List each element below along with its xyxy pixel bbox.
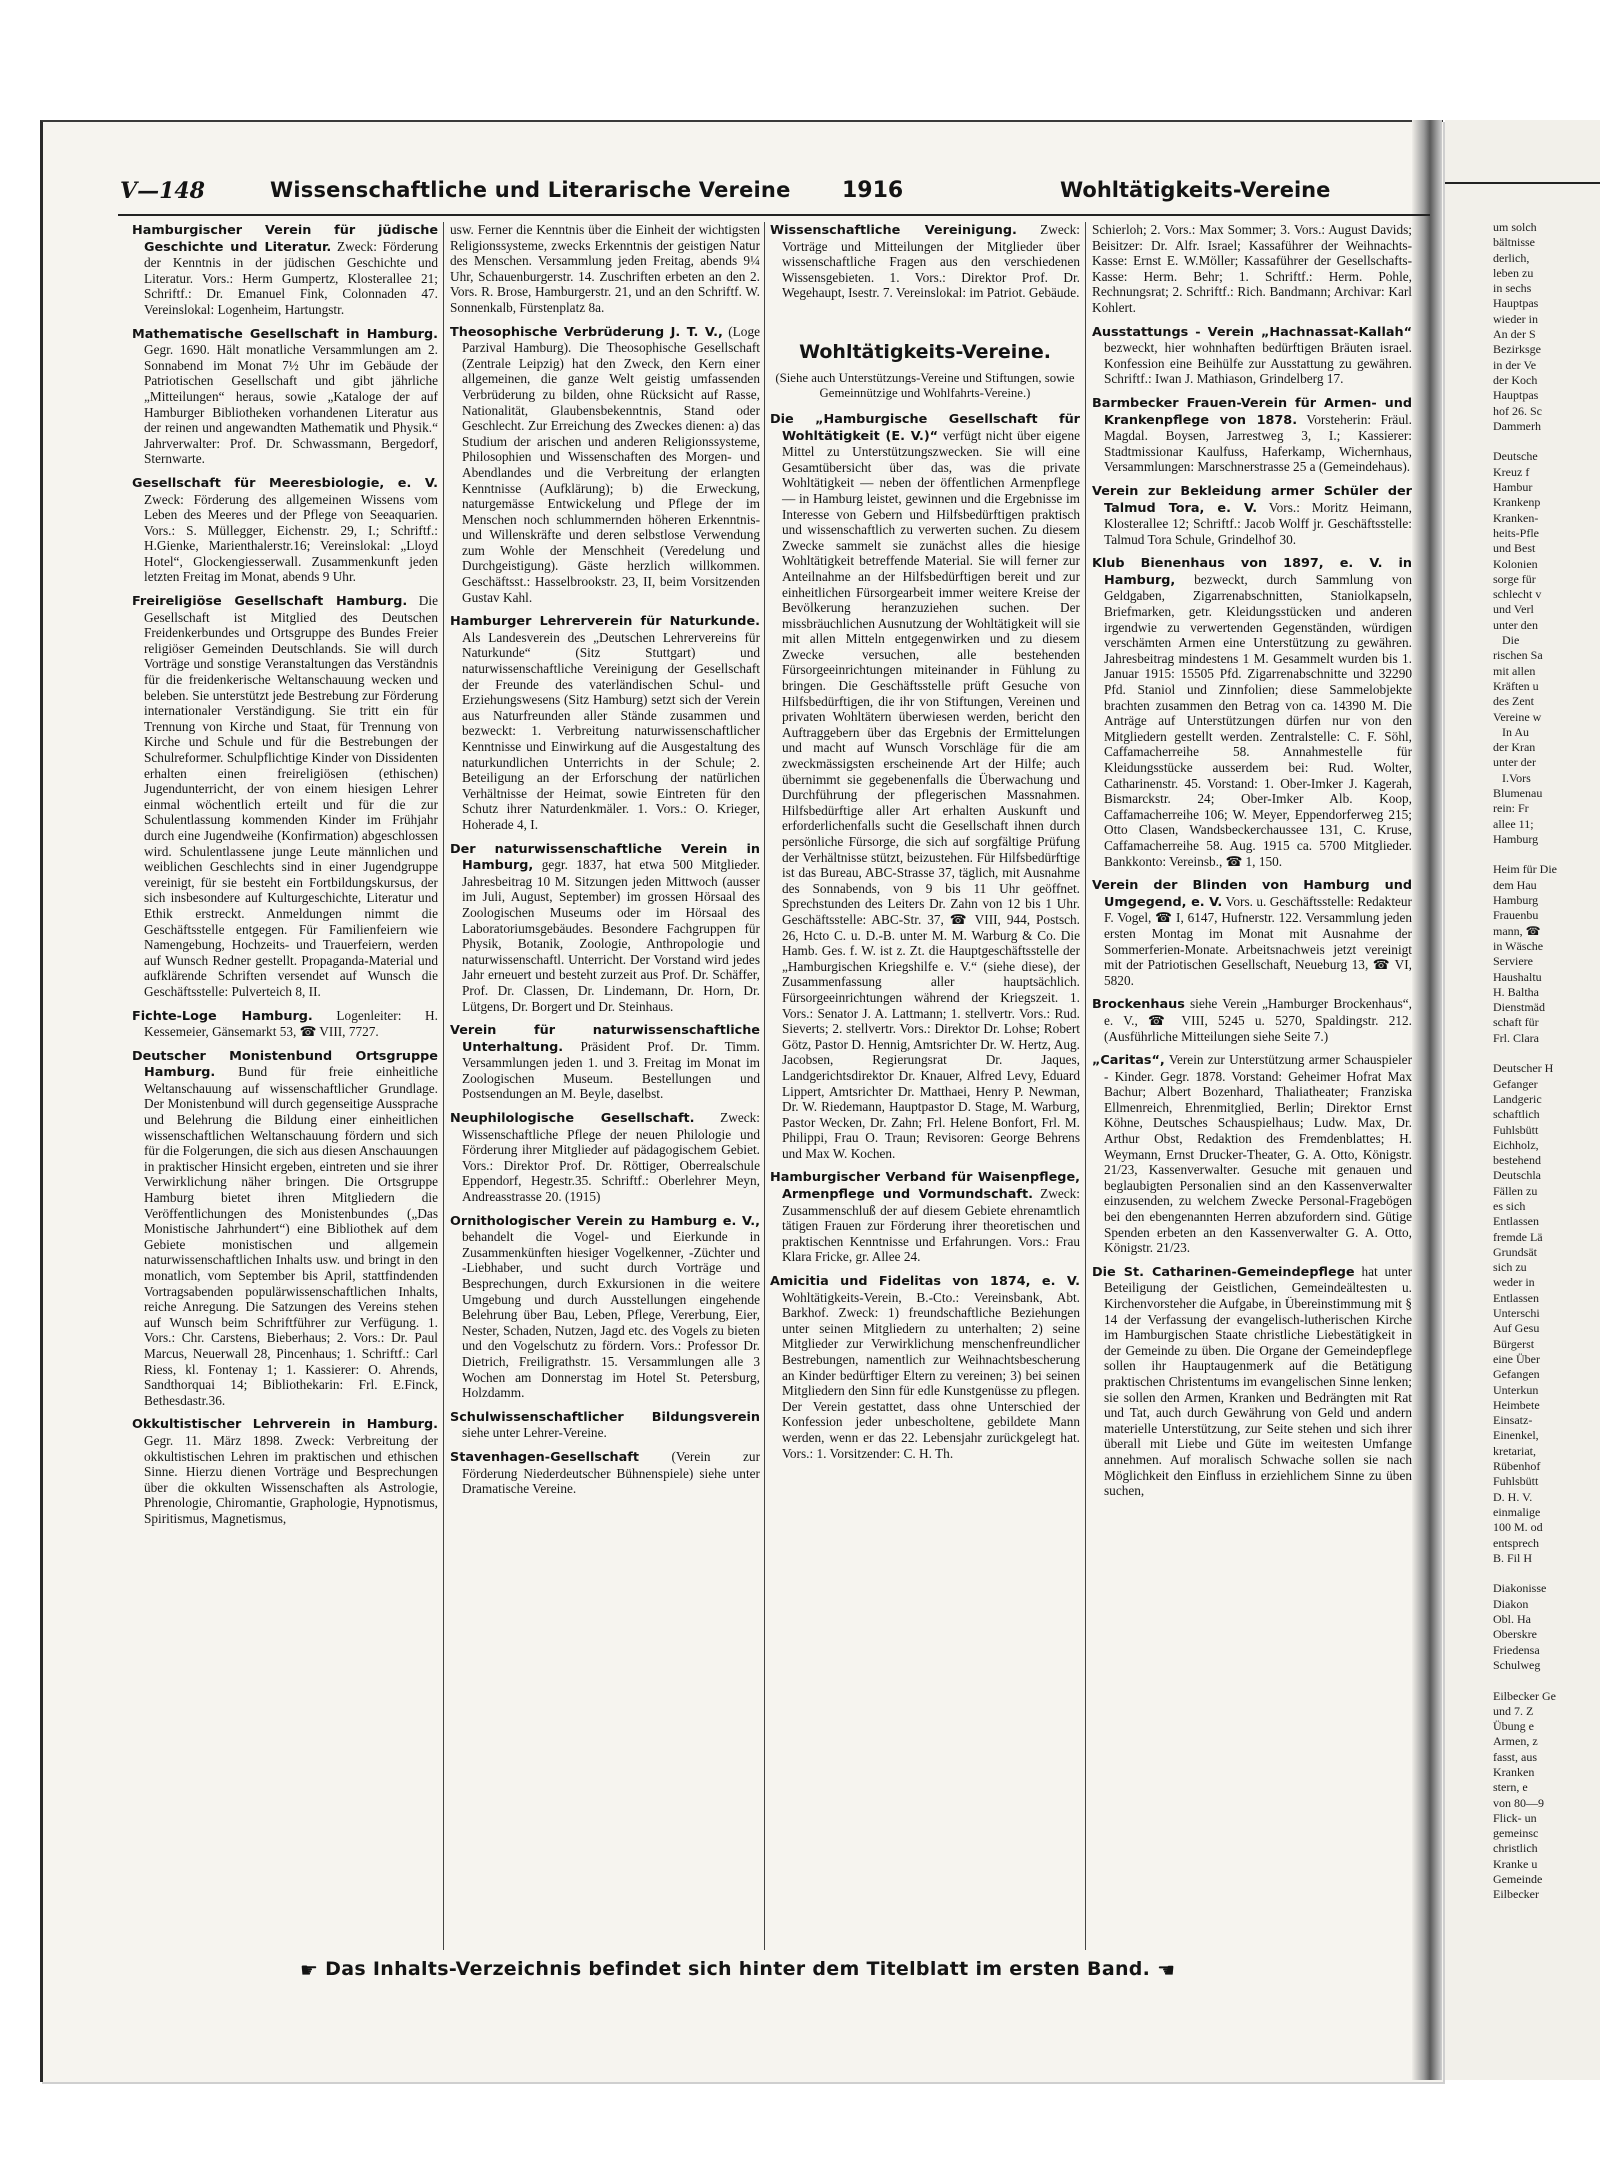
entry-body: siehe unter Lehrer-Vereine. <box>462 1425 607 1441</box>
entry-body: Als Landesverein des „Deutschen Lehrervereins für Naturkunde“ (Sitz Stuttgart) und naturwissenschaftliche Vereinigung der Gesellschaft der Freunde des vaterländischen Schul- und Erziehungswesens (Sitz Hamburg) setzt sich der Verein aus Naturfreunden aller Stände zusammen und bezweckt: 1. Verbreitung naturwissenschaftlicher Kenntnisse und Einwirkung auf die Ausgestaltung des naturkundlichen Unterrichts in der Schule; 2. Beteiligung an der Erforschung der natürlichen Verhältnisse der Heimat, sowie Eintreten für den Schutz ihrer Naturdenkmäler. 1. Vors.: O. Krieger, Hoherade 4, I. <box>462 629 760 832</box>
directory-entry <box>1092 1052 1412 1256</box>
directory-entry <box>770 411 1080 1162</box>
entry-body: gegr. 1837, hat etwa 500 Mitglieder. Jahresbeitrag 10 M. Sitzungen jeden Mittwoch (ausser im Juli, August, September) im grossen Hörsaal des Zoologischen Museums oder im Hörsaal des Laboratoriumsgebäudes. Besondere Fachgruppen für Physik, Botanik, Zoologie, Anthropologie und naturwissenschaftl. Unterricht. Der Vorstand wird jedes Jahr erneuert und besteht zurzeit aus Prof. Dr. Schäffer, Prof. Dr. Classen, Dr. Lindemann, Dr. Horn, Dr. Lütgens, Dr. Borgert und Dr. Steinhaus. <box>462 857 760 1014</box>
entry-title: Schulwissenschaftlicher Bildungsverein <box>450 1409 760 1425</box>
directory-entry <box>132 1008 438 1040</box>
entry-body: Präsident Prof. Dr. Timm. Versammlungen jeden 1. und 3. Freitag im Monat im Zoologischen Museum. Bestellungen und Postsendungen an M. Beyle, daselbst. <box>462 1038 760 1102</box>
text-column-1 <box>132 222 438 1950</box>
entry-title: Mathematische Gesellschaft in Hamburg. <box>132 326 438 342</box>
section-title: Wohltätigkeits-Vereine. <box>799 340 1051 363</box>
directory-entry <box>1092 324 1412 387</box>
entry-body: behandelt die Vogel- und Eierkunde in Zusammenkünften hiesiger Vogelkenner, -Züchter und -Liebhaber, und sucht durch Vorträge und Besprechungen, durch Exkursionen in die weitere Umgebung und durch Ausstellungen eingehende Belehrung über Bau, Leben, Pflege, Vererbung, Eier, Nester, Schaden, Nutzen, Jagd etc. des Vogels zu bieten und den Vogelschutz zu fördern. Vors.: Professor Dr. Dietrich, Freiligrathstr. 15. Versammlungen alle 3 Wochen am Donnerstag im Hotel St. Petersburg, Holzdamm. <box>462 1229 760 1401</box>
entry-title: Die „Hamburgische Gesellschaft für Wohltätigkeit (E. V.)“ <box>770 411 1080 444</box>
entry-title: Verein zur Bekleidung armer Schüler der Talmud Tora, e. V. <box>1092 483 1412 516</box>
entry-title: Freireligiöse Gesellschaft Hamburg. <box>132 594 408 610</box>
entry-title: Theosophische Verbrüderung J. T. V., <box>450 324 723 340</box>
entry-body: Zweck: Wissenschaftliche Pflege der neuen Philologie und Förderung ihrer Mitglieder auf pädagogischem Gebiet. Vors.: Direktor Prof. Dr. Röttiger, Oberrealschule Eppendorf, Hegestr.35. Schriftf.: Oberlehrer Meyn, Andreasstrasse 20. (1915) <box>462 1110 760 1205</box>
entry-body: Vors.: Moritz Heimann, Klosterallee 12; Schriftf.: Jacob Wolff jr. Geschäftsstelle: Talmud Tora Schule, Grindelhof 30. <box>1104 499 1412 547</box>
entry-title: Wissenschaftliche Vereinigung. <box>770 223 1017 238</box>
entry-body: Zweck: Vorträge und Mitteilungen der Mitglieder über wissenschaftliche Fragen aus den verschiedenen Wissensgebieten. 1. Vors.: Direktor Prof. Dr. Wegehaupt, Isestr. 7. Vereinslokal: im Patriot. Gebäude. <box>782 222 1080 301</box>
directory-entry <box>450 841 760 1015</box>
entry-title: Fichte-Loge Hamburg. <box>132 1008 313 1024</box>
entry-body: Wohltätigkeits-Verein, B.-Cto.: Vereinsbank, Abt. Barkhof. Zweck: 1) freundschaftliche Beziehungen unter seinen Mitgliedern zu unterhalten; 2) seine Mitglieder zur Verwirklichung menschenfreundlicher Bestrebungen, namentlich zur Weihnachtsbescherung an Kinder bedürftiger Eltern zu vereinen; 3) bei seinen Mitgliedern den Sinn für edle Kunstgenüsse zu pflegen. Der Verein gestattet, dass ohne Unterschied der Konfession jeder unbescholtene, gebildete Mann werden, wenn er das 22. Lebensjahr zurückgelegt hat. Vors.: 1. Vorsitzender: C. H. Th. <box>782 1289 1080 1461</box>
entry-title: Hamburgischer Verein für jüdische Geschichte und Literatur. <box>132 223 438 255</box>
entry-body: (Verein zur Förderung Niederdeutscher Bühnenspiele) siehe unter Dramatische Vereine. <box>462 1448 760 1497</box>
directory-entry <box>450 613 760 832</box>
directory-entry <box>1092 996 1412 1044</box>
book-gutter <box>1412 120 1442 2080</box>
entry-body: Die Gesellschaft ist Mitglied des Deutschen Freidenkerbundes und Ortsgruppe des Bundes Freier religiöser Gemeinden Deutschlands. Sie will durch Vorträge und sonstige Veranstaltungen das Verständnis für die freidenkerische Weltanschauung wecken und beleben. Sie unterstützt jede Bestrebung zur Förderung internationaler Verständigung. Sie tritt ein für Trennung von Kirche und Staat, für Trennung von Kirche und Schule und für die Bestrebungen der Schulreformer. Schulpflichtige Kinder von Dissidenten erhalten einen freireligiösen (ethischen) Jugendunterricht, der von einem hiesigen Lehrer einmal wöchentlich erteilt und für die zur Schulentlassung kommenden Kinder im Frühjahr durch eine Jugendweihe (Konfirmation) abgeschlossen wird. Schulentlassene junge Leute männlichen und weiblichen Geschlechts sind in einer Jugendgruppe vereinigt, für sie besteht ein Fortbildungskursus, der sich insbesondere auf Kulturgeschichte, Literatur und Ethik erstreckt. Anmeldungen nimmt die Geschäftsstelle entgegen. Für Familienfeiern wie Namengebung, Hochzeits- und Trauerfeiern, werden auf Wunsch Redner gestellt. Propaganda-Material und aufklärende Schriften versendet auf Wunsch die Geschäftsstelle: Pulverteich 8, II. <box>144 593 438 999</box>
directory-entry <box>450 1213 760 1401</box>
facing-page-rule <box>1445 182 1600 184</box>
column-divider <box>764 222 765 1950</box>
entry-title: Brockenhaus <box>1092 997 1185 1013</box>
entry-title: Hamburger Lehrerverein für Naturkunde. <box>450 614 760 630</box>
facing-page-text: um solch bältnisse derlich, leben zu in sechs Hauptpas wieder in An der S Bezirksge in der Ve der Koch Hauptpas hof 26. Sc Dammerh Deutsche Kreuz f Hambur Krankenp Kranken- heits-Pfle und Best Kolonien sorge für schlecht v und Verl unter den Die rischen Sa mit allen Kräften u des Zent Vereine w In Au der Kran unter der I.Vors Blumenau rein: Fr allee 11; Hamburg Heim für Die dem Hau Hamburg Frauenbu mann, ☎ in Wäsche Serviere Haushaltu H. Baltha Dienstmäd schaft für Frl. Clara Deutscher H Gefanger Landgeric schaftlich Fuhlsbütt Eichholz, bestehend Deutschla Fällen zu es sich Entlassen fremde Lä Grundsät sich zu weder in Entlassen Unterschi Auf Gesu Bürgerst eine Über Gefangen Unterkun Heimbete Einsatz- Einenkel, kretariat, Rübenhof Fuhlsbütt D. H. V. einmalige 100 M. od entsprech B. Fil H Diakonisse Diakon Obl. Ha Oberskre Friedensa Schulweg Eilbecker Ge und 7. Z Übung e Armen, z fasst, aus Kranken stern, e von 80—9 Flick- un gemeinsc christlich Kranke u Gemeinde Eilbecker <box>1493 220 1557 1902</box>
directory-entry <box>450 1409 760 1441</box>
entry-title: Verein für naturwissenschaftliche Unterhaltung. <box>450 1023 760 1055</box>
entry-body: hat unter Beteiligung der Geistlichen, Gemeindeältesten u. Kirchenvorsteher die Aufgabe, in Übereinstimmung mit § 14 der Verfassung der evangelisch-lutherischen Kirche im Hamburgischen Staate christliche Liebestätigkeit in der Gemeinde zu üben. Die Organe der Gemeindepflege sollen ihr Hauptaugenmerk auf die Betätigung praktischen Christentums im evangelischen Sinne lenken; sie sollen den Armen, Kranken und Bedrängten mit Rat und Tat, auch durch Gewährung von Geld und andern materielle Unterstützung, zur Seite stehen und sich ihrer überall mit Liebe und Güte im weitesten Umfange annehmen. Auf moralisch Schwache sollen sie nach Möglichkeit den Einfluss in erziehlichem Sinne zu üben suchen, <box>1104 1263 1412 1499</box>
entry-body: Vors. u. Geschäftsstelle: Redakteur F. Vogel, ☎ I, 6147, Hufnerstr. 122. Versammlung jeden ersten Montag im Monat mit Ausnahme der Sommerferien-Monate. Arbeitsnachweis jetzt vereinigt mit der Patriotischen Gesellschaft, Neueburg 13, ☎ VI, 5820. <box>1104 893 1412 988</box>
entry-title: Neuphilologische Gesellschaft. <box>450 1111 695 1127</box>
text-column-2 <box>450 222 760 1950</box>
entry-title: Der naturwissenschaftliche Verein in Hamburg, <box>450 841 760 874</box>
entry-title: Deutscher Monistenbund Ortsgruppe Hamburg. <box>132 1048 438 1081</box>
page-footer <box>300 1958 1300 1982</box>
directory-entry <box>132 1048 438 1409</box>
directory-entry <box>450 222 760 316</box>
entry-body: (Loge Parzival Hamburg). Die Theosophische Gesellschaft (Zentrale Leipzig) hat den Zweck, den Kern einer allgemeinen, die ganze Welt geistig umfassenden Verbrüderung zu bilden, ohne Rücksicht auf Rasse, Nationalität, Glaubensbekenntnis, Stand oder Geschlecht. Zur Erreichung des Zweckes dienen: a) das Studium der arischen und anderen Religionssysteme, Philosophien und Wissenschaften des Morgen- und Abendlandes und die Verbreitung der erlangten Kenntnisse (Aufklärung); b) die Erweckung, naturgemässe Entwickelung und Pflege der im Menschen noch schlummernden höheren Erkenntnis- und Willenskräfte und deren selbstlose Verwendung zum Wohle der Menschheit (Veredelung und Durchgeistigung). Gäste herzlich willkommen. Geschäftsst.: Hasselbrookstr. 23, II, beim Vorsitzenden Gustav Kahl. <box>462 323 760 605</box>
entry-title: Barmbecker Frauen-Verein für Armen- und Krankenpflege von 1878. <box>1092 395 1412 428</box>
column-divider <box>1085 222 1086 1950</box>
entry-body: Gegr. 1690. Hält monatliche Versammlungen am 2. Sonnabend im Monat 7½ Uhr im Gebäude der Patriotischen Gesellschaft und gibt jährliche „Mitteilungen“ heraus, sowie „Kataloge der auf Hamburger Bibliotheken vorhandenen Literatur aus der reinen und angewandten Mathematik und Physik.“ Jahrverwalter: Prof. Dr. Schwassmann, Bergedorf, Sternwarte. <box>144 342 438 467</box>
entry-body: Verein zur Unterstützung armer Schauspieler - Kinder. Gegr. 1878. Vorstand: Geheimer Hofrat Max Bachur; Albert Bozenhard, Thaliatheater; Franziska Ellmenreich, Ehrenmitglied, Berlin; Direktor Ernst Köhne, Deutsches Schauspielhaus; Ludw. Max, Dr. Arthur Obst, Redaktion des Fremdenblattes; H. Weymann, Ernst Drucker-Theater, G. A. Otto, Königstr. 21/23, Kassenverwalter. Gesuche mit genauen und beglaubigten Personalien sind an den Kassenverwalter einzusenden, zu welchem Zwecke Personal-Fragebögen bei den ebengenannten Herren abzufordern sind. Gütige Spenden erbeten an den Kassenverwalter G. A. Otto, Königstr. 21/23. <box>1104 1052 1412 1256</box>
directory-entry <box>1092 1264 1412 1499</box>
entry-body: Gegr. 11. März 1898. Zweck: Verbreitung der okkultistischen Lehren im praktischen und ethischen Sinne. Hierzu dienen Vorträge und Besprechungen über die okkulten Wissenschaften als Astrologie, Phrenologie, Chiromantie, Graphologie, Hypnotismus, Spiritismus, Magnetismus, <box>144 1432 438 1526</box>
directory-entry <box>770 1169 1080 1265</box>
page-header <box>120 176 1430 216</box>
entry-body: Bund für freie einheitliche Weltanschauung auf wissenschaftlicher Grundlage. Der Monistenbund will durch gegenseitige Aussprache und Belehrung die Bildung einer einheitlichen wissenschaftlichen Weltanschauung fördern und sich für die Folgerungen, die sich aus diesen Anschauungen in praktischer Hinsicht ergeben, eintreten und sie ihrer Verwirklichung näher bringen. Die Ortsgruppe Hamburg bietet ihren Mitgliedern die Veröffentlichungen des Monistenbundes („Das Monistische Jahrhundert“) eine Bibliothek auf dem Gebiete monistischen und allgemein naturwissenschaftlichen Inhalts usw. und bringt in den monatlich, vom September bis April, stattfindenden Vortragsabenden populärwissenschaftlichen Inhalts, reiche Anregung. Die Satzungen des Vereins stehen auf Wunsch beim Schriftführer zur Verfügung. 1. Vors.: Chr. Carstens, Bieberhaus; 2. Vors.: Dr. Paul Marcus, Neuerwall 28, Pincenhaus; 1. Schriftf.: Carl Riess, kl. Fontenay 1; 1. Kassierer: O. Ahrends, Sandthorquai 14; Bibliothekarin: Frl. E.Finck, Bethesdastr.36. <box>144 1064 438 1408</box>
directory-entry <box>132 222 438 318</box>
entry-body: Schierloh; 2. Vors.: Max Sommer; 3. Vors.: August Davids; Beisitzer: Dr. Alfr. Israel; Kassaführer der Weihnachts-Kasse: Ernst E. W.Möller; Kassaführer der Gesellschafts-Kasse: Herm. Behr; 1. Schriftf.: Herm. Pohle, Rechnungsrat; 2. Schriftf.: Rich. Bandmann; Archivar: Karl Kohlert. <box>1092 222 1412 315</box>
header-right-title: Wohltätigkeits-Vereine <box>1060 178 1331 202</box>
header-year: 1916 <box>842 178 904 203</box>
directory-entry <box>450 1110 760 1205</box>
directory-entry <box>450 1022 760 1102</box>
directory-entry <box>770 222 1080 301</box>
directory-entry <box>132 1416 438 1526</box>
entry-body: bezweckt, hier wohnhaften bedürftigen Bräuten israel. Konfession eine Beihülfe zur Ausstattung zu gewähren. Schriftf.: Iwan J. Mathiason, Grindelberg 17. <box>1104 340 1412 387</box>
entry-body: bezweckt, durch Sammlung von Geldgaben, Zigarrenabschnitten, Staniolkapseln, Briefmarken, getr. Kleidungsstücken und anderen irgendwie zu verwertenden Gegenständen, würdigen verschämten Armen eine Unterstützung zu gewähren. Jahresbeitrag mindestens 1 M. Gesammelt wurden bis 1. Januar 1915: 15505 Pfd. Zigarrenabschnitte und 32290 Pfd. Staniol und Zinnfolien; diese Sammelobjekte brachten zusammen den Betrag von ca. 14390 M. Die Anträge auf Unterstützungen dürfen nur von den Mitgliedern gestellt werden. Zentralstelle: C. F. Söhl, Caffamacherreihe 58. Annahmestelle für Kleidungsstücke ausserdem bei: Rud. Wolter, Catharinenstr. 45. Vorstand: 1. Ober-Imker J. Kagerah, Bismarckstr. 24; Ober-Imker Alb. Koop, Caffamacherreihe 106; W. Meyer, Eppendorferweg 215; Otto Clasen, Wandsbeckerchaussee 131, C. Kruse, Caffamacherreihe 58. Aug. 1915 ca. 5700 Mitglieder. Bankkonto: Vereinsb., ☎ 1, 150. <box>1104 571 1412 869</box>
entry-body: usw. Ferner die Kenntnis über die Einheit der wichtigsten Religionssysteme, zwecks Erkenntnis der geistigen Natur des Menschen. Versammlung jeden Freitag, abends 9¼ Uhr, Schauenburgerstr. 14. Zuschriften erbeten an den 2. Vors. R. Brose, Hamburgerstr. 21, und an den Schriftf. W. Sonnenkalb, Fürstenplatz 8a. <box>450 222 760 315</box>
section-note: (Siehe auch Unterstützungs-Vereine und Stiftungen, sowie Gemeinnützige und Wohlfahrts-Vereine.) <box>775 370 1075 400</box>
entry-title: Die St. Catharinen-Gemeindepflege <box>1092 1264 1355 1280</box>
entry-title: Verein der Blinden von Hamburg und Umgegend, e. V. <box>1092 878 1412 910</box>
entry-body: Zweck: Förderung der Kenntnis in der jüdischen Geschichte und Literatur. Vors.: Herm Gumpertz, Klosterallee 21; Schriftf.: Dr. Emanuel Fink, Colonnaden 47. Vereinslokal: Logenheim, Hartungstr. <box>144 238 438 317</box>
header-rule <box>118 214 1430 216</box>
header-left-title: Wissenschaftliche und Literarische Vereine <box>270 178 791 202</box>
entry-title: Hamburgischer Verband für Waisenpflege, Armenpflege und Vormundschaft. <box>770 1170 1080 1203</box>
text-column-3 <box>770 222 1080 1950</box>
directory-entry <box>450 324 760 606</box>
directory-entry <box>1092 395 1412 475</box>
column-divider <box>443 222 444 1950</box>
directory-entry <box>770 1273 1080 1461</box>
entry-body: Zweck: Förderung des allgemeinen Wissens vom Leben des Meeres und der Pflege von Seeaquarien. Vors.: S. Müllegger, Eichenstr. 29, I.; Schriftf.: H.Gienke, Marienthalerstr.16; Vereinslokal: „Lloyd Hotel“, Glockengiesserwall. Zusammenkunft jeden letzten Freitag im Monat, abends 9 Uhr. <box>144 491 438 585</box>
entry-title: Klub Bienenhaus von 1897, e. V. in Hamburg, <box>1092 556 1412 588</box>
text-column-4 <box>1092 222 1412 1950</box>
pointing-hand-right-icon: ☛ <box>300 1958 319 1982</box>
directory-entry <box>1092 483 1412 547</box>
entry-body: verfügt nicht über eigene Mittel zu Unterstützungszwecken. Sie will eine Gesamtübersicht über das, was die private Wohltätigkeit — neben der öffentlichen Armenpflege — in Hamburg leistet, gewinnen und die Ergebnisse im Interesse von Gebern und Hilfsbedürftigen praktisch und wissenschaftlich zu verwerten suchen. Zu diesem Zwecke sammelt sie zunächst alles die hiesige Wohltätigkeit betreffende Material. Sie will ferner zur Anteilnahme an der Hilfsbedürftigen bereit und zur einheitlichen Fürsorgearbeit immer weitere Kreise der Bevölkerung heranzuziehen suchen. Der missbräuchlichen Ausnutzung der Wohltätigkeit will sie mit allen Mitteln entgegenwirken und zu diesem Zwecke versuchen, alle bestehenden Fürsorgeeinrichtungen miteinander in Fühlung zu bringen. Die Geschäftsstelle prüft Gesuche von Hilfsbedürftigen, die ihr von Stiftungen, Vereinen und privaten Wohltätern überwiesen werden, bericht den Auftraggebern über das Ergebnis der Ermittelungen und macht auf Wunsch Vorschläge für die am zweckmässigsten erscheinende Art der Hilfe; auch übernimmt sie gegebenenfalls die Überwachung und Durchführung der pflegerischen Massnahmen. Hilfsbedürftige aller Art erhalten Auskunft und erforderlichenfalls sucht die Gesellschaft ihnen durch persönliche Fürsorge, die sich auf sorgfältige Prüfung der Verhältnisse stützt, beizustehen. Für Hilfsbedürftige ist das Bureau, ABC-Strasse 37, täglich, mit Ausnahme des Sonnabends, von 9 bis 11 Uhr geöffnet. Sprechstunden des Leiters Dr. Zahn von 12 bis 1 Uhr. Geschäftsstelle: ABC-Str. 37, ☎ VIII, 944, Postsch. 26, Hcto C. u. D.-B. unter M. M. Warburg & Co. Die Hamb. Ges. f. W. ist z. Zt. die Hauptgeschäftsstelle der „Hamburgischen Kriegshilfe e. V.“ (siehe diese), der Zusammenfassung aller hauptsächlich. Fürsorgeeinrichtungen während der Kriegszeit. 1. Vors.: Senator J. A. Lattmann; 1. stellvertr. Vors.: Rud. Sieverts; 2. stellvertr. Vors.: Direktor Dr. Lohse; Robert Götz, Pastor D. Hennig, Amtsrichter Dr. W. Hertz, Aug. Jacobsen, Regierungsrat Dr. Jaques, Landgerichtsdirektor Dr. Knauer, Alfred Levy, Eduard Lippert, Amtsrichter Dr. Matthaei, Henry P. Newman, Dr. W. Riedemann, Hauptpastor D. Stage, M. Warburg, Pastor Wecken, Dr. Zahn; Frl. Helene Bonfort, Frl. M. Philippi, Frau O. Traun; Revisoren: George Behrens und Max W. Kochen. <box>782 427 1080 1161</box>
entry-body: siehe Verein „Hamburger Brockenhaus“, e. V., ☎ VIII, 5245 u. 5270, Spaldingstr. 212. (Ausführliche Mitteilungen siehe Seite 7.) <box>1104 996 1412 1044</box>
entry-title: Gesellschaft für Meeresbiologie, e. V. <box>132 475 438 491</box>
entry-title: Amicitia und Fidelitas von 1874, e. V. <box>770 1274 1080 1290</box>
directory-entry <box>1092 555 1412 869</box>
entry-title: Okkultistischer Lehrverein in Hamburg. <box>132 1417 438 1433</box>
entry-title: „Caritas“, <box>1092 1053 1165 1069</box>
facing-page-fragment <box>1445 120 1600 2080</box>
entry-title: Ornithologischer Verein zu Hamburg e. V., <box>450 1213 760 1229</box>
directory-entry <box>132 475 438 585</box>
pointing-hand-left-icon: ☚ <box>1157 1958 1176 1982</box>
directory-entry <box>450 1449 760 1497</box>
entry-title: Ausstattungs - Verein „Hachnassat-Kallah“ <box>1092 324 1412 340</box>
entry-body: Vorsteherin: Fräul. Magdal. Boysen, Jarrestweg 3, I.; Kassierer: Stadtmissionar Kaulfuss, Haferkamp, Wichernhaus, Versammlungen: Marschnerstrasse 25 a (Gemeindehaus). <box>1104 411 1412 475</box>
entry-title: Stavenhagen-Gesellschaft <box>450 1449 639 1465</box>
directory-entry <box>1092 877 1412 988</box>
directory-entry <box>132 593 438 999</box>
footer-text: Das Inhalts-Verzeichnis befindet sich hinter dem Titelblatt im ersten Band. <box>325 1958 1151 1980</box>
directory-entry <box>132 326 438 467</box>
directory-entry <box>1092 222 1412 316</box>
entry-body: Zweck: Zusammenschluß der auf diesem Gebiete ehrenamtlich tätigen Frauen zur Förderung ihrer theoretischen und praktischen Kenntnisse und Erfahrungen. Vors.: Frau Klara Fricke, gr. Allee 24. <box>782 1186 1080 1265</box>
entry-body: Logenleiter: H. Kessemeier, Gänsemarkt 53, ☎ VIII, 7727. <box>144 1007 438 1040</box>
page-number: V—148 <box>120 178 205 204</box>
